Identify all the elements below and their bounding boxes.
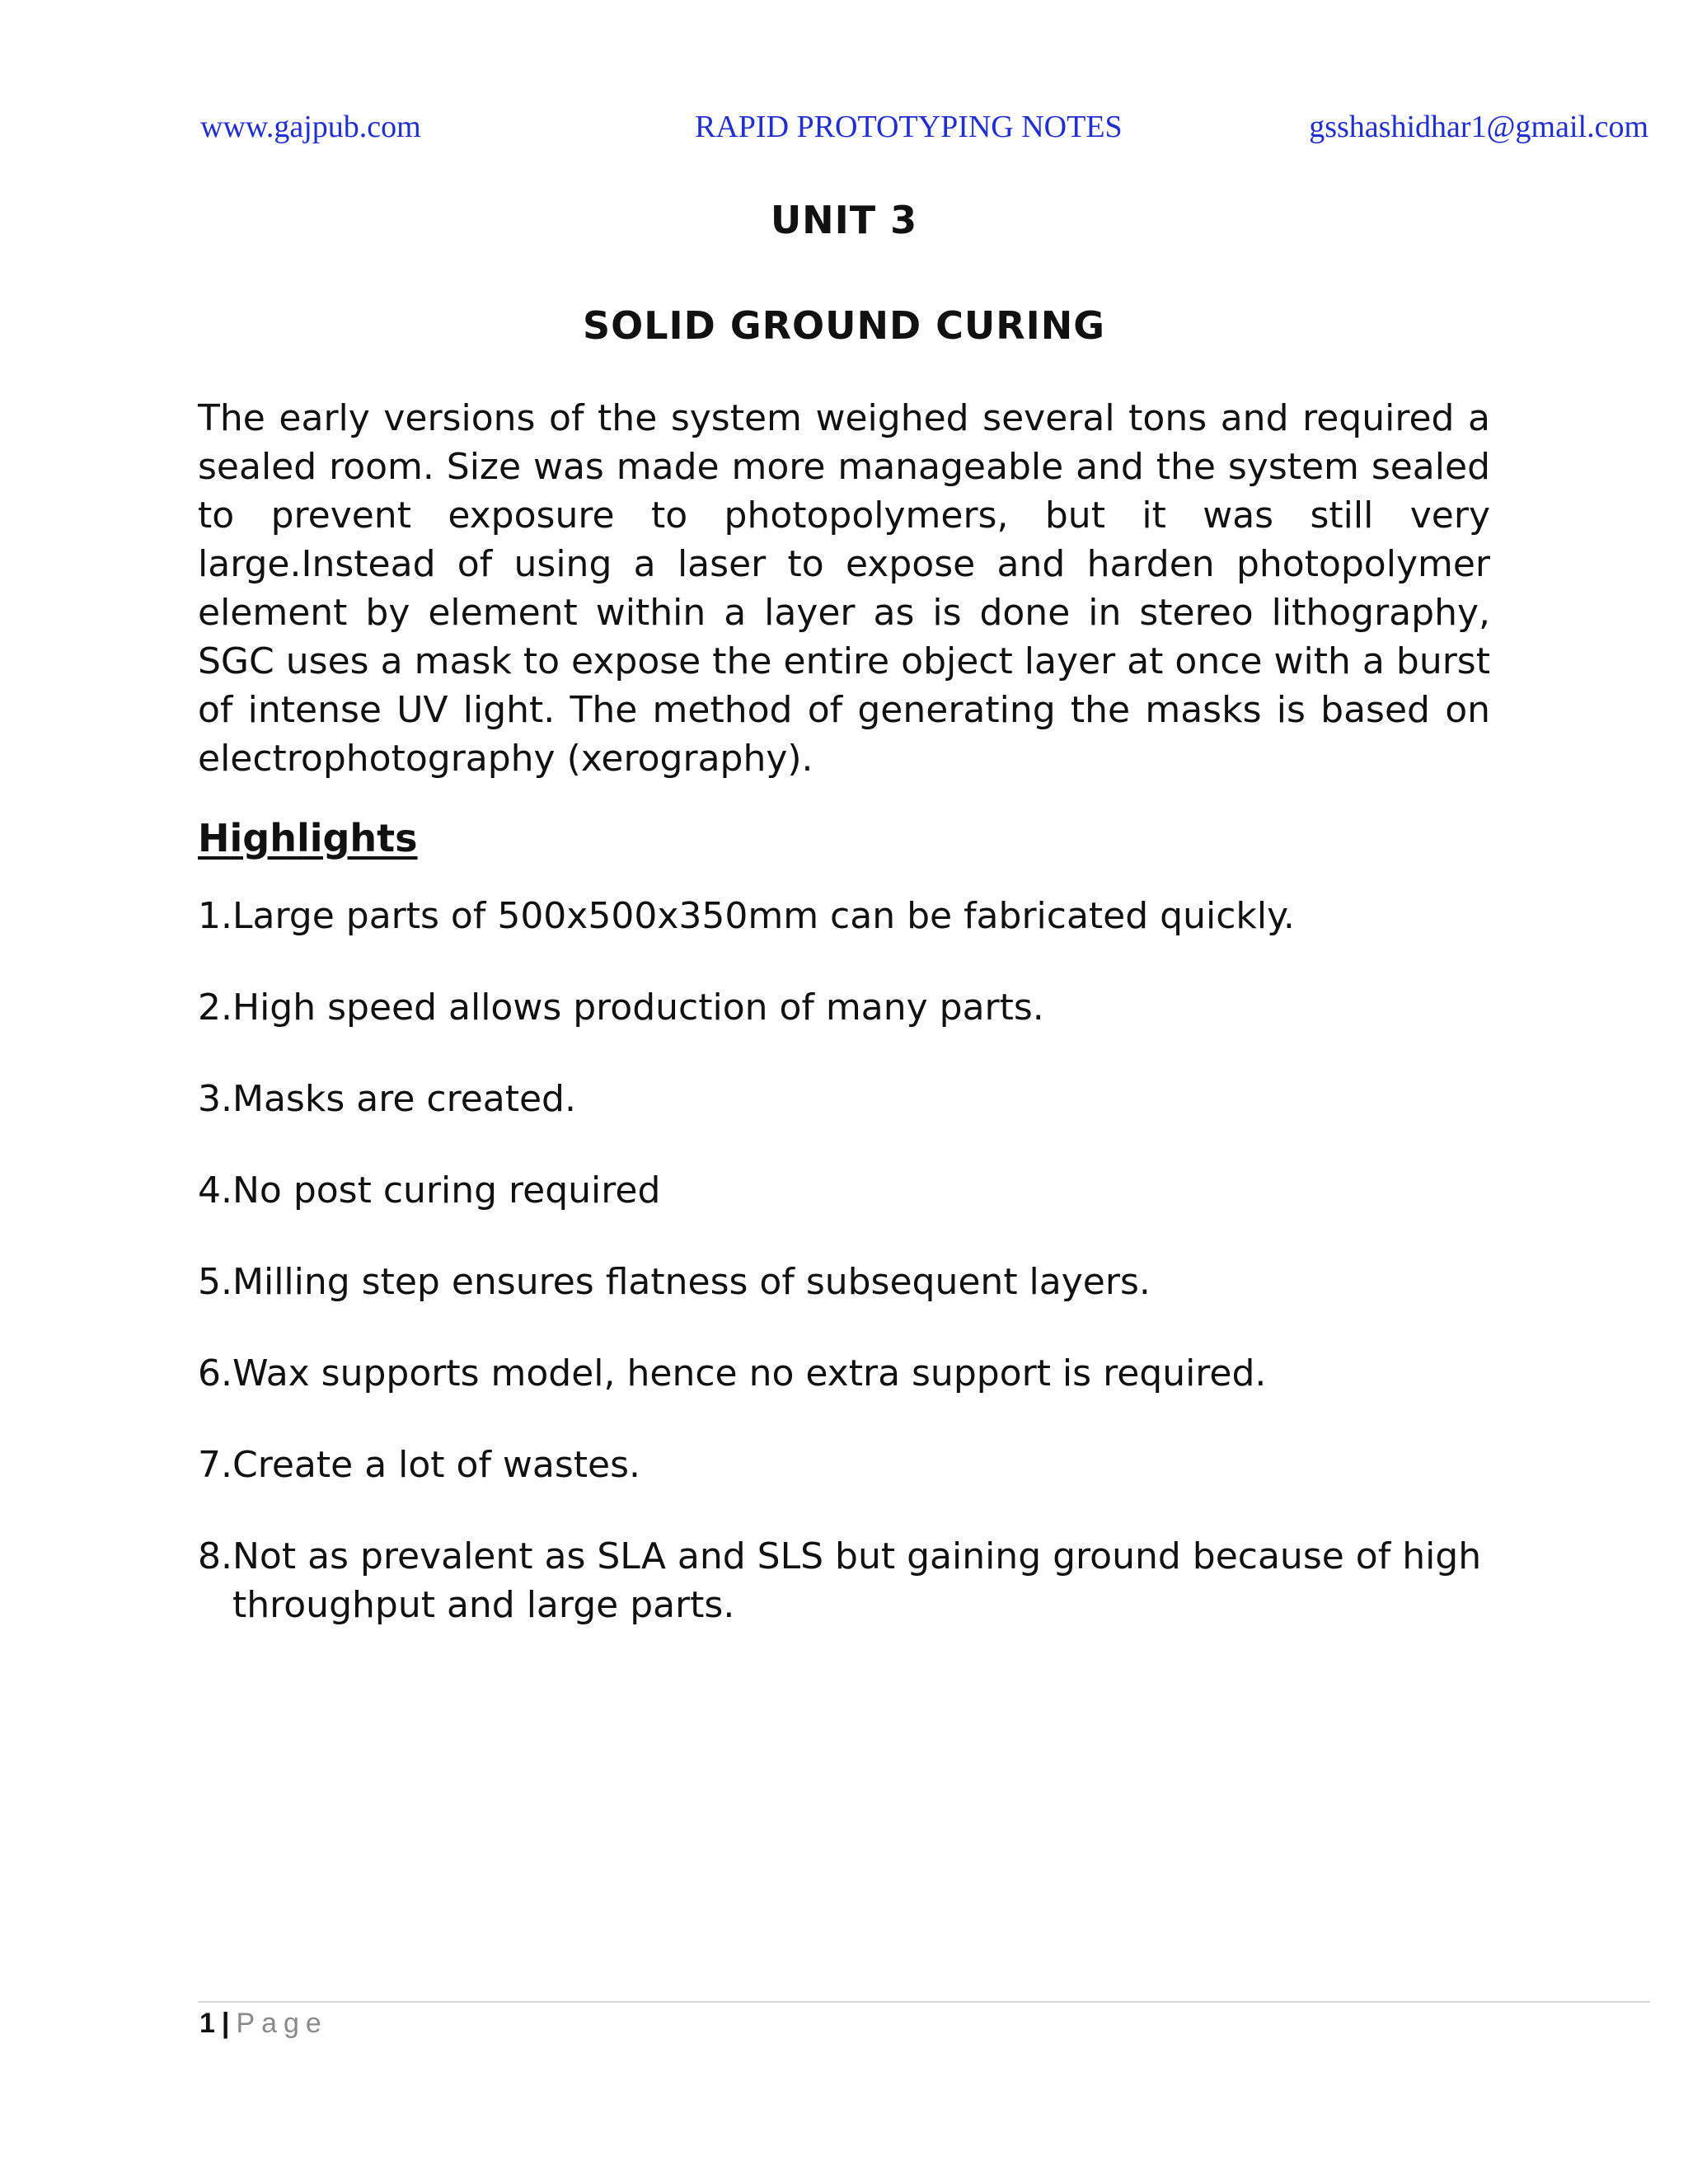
list-item-number: 6. xyxy=(198,1352,232,1394)
list-item-number: 7. xyxy=(198,1444,232,1486)
footer-separator: | xyxy=(221,2008,230,2039)
header-title: RAPID PROTOTYPING NOTES xyxy=(695,110,1123,144)
list-item xyxy=(198,892,1492,983)
list-item xyxy=(198,1349,1492,1441)
list-item-number: 3. xyxy=(198,1078,232,1120)
section-title: SOLID GROUND CURING xyxy=(582,303,1106,348)
list-item-text: Create a lot of wastes. xyxy=(232,1444,641,1486)
list-item-number: 5. xyxy=(198,1261,232,1303)
list-item-text: High speed allows production of many parts. xyxy=(232,987,1044,1029)
header-email: gsshashidhar1@gmail.com xyxy=(1309,110,1648,144)
list-item-number: 1. xyxy=(198,895,232,937)
footer-divider xyxy=(198,2001,1650,2003)
header-website: www.gajpub.com xyxy=(200,110,421,144)
unit-title: UNIT 3 xyxy=(770,198,918,242)
intro-paragraph: The early versions of the system weighed several tons and required a sealed room. Size was made more manageable and the system sealed to prevent exposure to photopolymers, but it was still very large.Instead of using a laser to expose and harden photopolymer element by element within a layer as is done in stereo lithography, SGC uses a mask to expose the entire object layer at once with a burst of intense UV light. The method of generating the masks is based on electrophotography (xerography). xyxy=(198,397,1490,780)
list-item-number: 4. xyxy=(198,1169,232,1212)
list-item-text: No post curing required xyxy=(232,1169,661,1212)
list-item-text: Large parts of 500x500x350mm can be fabricated quickly. xyxy=(232,895,1295,937)
page-footer xyxy=(199,2008,328,2040)
list-item xyxy=(198,1258,1492,1349)
list-item-number: 8. xyxy=(198,1535,232,1577)
list-item-number: 2. xyxy=(198,987,232,1029)
list-item xyxy=(198,1075,1492,1166)
list-item-text: Wax supports model, hence no extra support is required. xyxy=(232,1352,1267,1394)
list-item-text: Masks are created. xyxy=(232,1078,576,1120)
list-item xyxy=(198,1532,1492,1639)
list-item-text: Milling step ensures flatness of subsequent layers. xyxy=(232,1261,1151,1303)
list-item xyxy=(198,1441,1492,1532)
highlights-heading: Highlights xyxy=(198,816,418,860)
list-item xyxy=(198,1166,1492,1258)
list-item xyxy=(198,983,1492,1075)
page-label: Page xyxy=(236,2008,328,2039)
list-item-text: Not as prevalent as SLA and SLS but gaining ground because of high throughput and large parts. xyxy=(232,1535,1482,1626)
page-header xyxy=(200,109,1648,150)
page-number: 1 xyxy=(199,2008,215,2039)
highlights-list xyxy=(198,892,1492,1639)
